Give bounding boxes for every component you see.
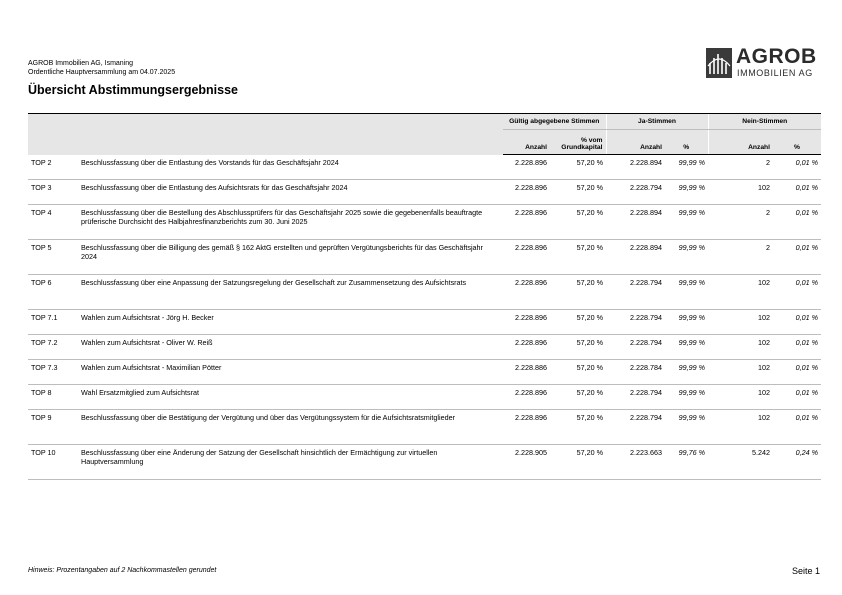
rounding-note: Hinweis: Prozentangaben auf 2 Nachkommastellen gerundet: [28, 567, 217, 574]
agenda-description: Beschlussfassung über die Bestellung des Abschlussprüfers für das Geschäftsjahr 2025 sowie die gegebenenfalls beauftragte prüferische Durchsicht des Halbjahresfinanzberichts zum 30. Juni 2025: [78, 205, 503, 240]
valid-votes-count: 2.228.896: [503, 180, 550, 205]
table-row: [28, 275, 821, 310]
no-votes-count: 5.242: [708, 445, 773, 480]
valid-votes-count: 2.228.896: [503, 410, 550, 445]
yes-votes-pct: 99,76 %: [665, 445, 708, 480]
header-yes-pct: %: [665, 130, 708, 155]
header-pct-capital: % vom Grundkapital: [550, 130, 606, 155]
page-title: Übersicht Abstimmungsergebnisse: [28, 83, 239, 97]
no-votes-pct: 0,01 %: [773, 275, 821, 310]
yes-votes-count: 2.228.794: [606, 385, 665, 410]
pct-of-capital: 57,20 %: [550, 205, 606, 240]
header-no-votes: Nein-Stimmen: [708, 114, 821, 130]
yes-votes-count: 2.228.894: [606, 155, 665, 180]
agenda-description: Wahlen zum Aufsichtsrat - Maximilian Pötter: [78, 360, 503, 385]
pct-of-capital: 57,20 %: [550, 240, 606, 275]
yes-votes-pct: 99,99 %: [665, 385, 708, 410]
yes-votes-count: 2.228.894: [606, 205, 665, 240]
top-label: TOP 2: [28, 155, 78, 180]
header-blank: [78, 114, 503, 155]
table-row: [28, 240, 821, 275]
no-votes-count: 2: [708, 205, 773, 240]
yes-votes-count: 2.228.784: [606, 360, 665, 385]
top-label: TOP 7.1: [28, 310, 78, 335]
no-votes-pct: 0,01 %: [773, 335, 821, 360]
valid-votes-count: 2.228.896: [503, 240, 550, 275]
table-header-groups: [28, 114, 821, 130]
top-label: TOP 6: [28, 275, 78, 310]
yes-votes-pct: 99,99 %: [665, 180, 708, 205]
top-label: TOP 9: [28, 410, 78, 445]
valid-votes-count: 2.228.896: [503, 155, 550, 180]
yes-votes-pct: 99,99 %: [665, 275, 708, 310]
no-votes-count: 102: [708, 360, 773, 385]
no-votes-count: 102: [708, 385, 773, 410]
agenda-description: Beschlussfassung über die Entlastung des Vorstands für das Geschäftsjahr 2024: [78, 155, 503, 180]
top-label: TOP 5: [28, 240, 78, 275]
header-blank: [28, 114, 78, 155]
pct-of-capital: 57,20 %: [550, 445, 606, 480]
agenda-description: Beschlussfassung über die Entlastung des Aufsichtsrats für das Geschäftsjahr 2024: [78, 180, 503, 205]
no-votes-pct: 0,01 %: [773, 385, 821, 410]
valid-votes-count: 2.228.896: [503, 275, 550, 310]
yes-votes-pct: 99,99 %: [665, 240, 708, 275]
top-label: TOP 8: [28, 385, 78, 410]
header-yes-votes: Ja-Stimmen: [606, 114, 708, 130]
table-row: [28, 180, 821, 205]
meeting-line: Ordentliche Hauptversammlung am 04.07.2025: [28, 68, 176, 76]
valid-votes-count: 2.228.896: [503, 205, 550, 240]
yes-votes-pct: 99,99 %: [665, 335, 708, 360]
valid-votes-count: 2.228.905: [503, 445, 550, 480]
header-valid-votes: Gültig abgegebene Stimmen: [503, 114, 606, 130]
logo-subtitle: IMMOBILIEN AG: [737, 68, 813, 78]
agenda-description: Beschlussfassung über eine Änderung der Satzung der Gesellschaft hinsichtlich der Ermächtigung zur virtuellen Hauptversammlung: [78, 445, 503, 480]
no-votes-pct: 0,01 %: [773, 155, 821, 180]
yes-votes-pct: 99,99 %: [665, 310, 708, 335]
yes-votes-count: 2.228.794: [606, 410, 665, 445]
no-votes-pct: 0,01 %: [773, 410, 821, 445]
pct-of-capital: 57,20 %: [550, 410, 606, 445]
no-votes-pct: 0,01 %: [773, 205, 821, 240]
table-row: [28, 445, 821, 480]
top-label: TOP 3: [28, 180, 78, 205]
no-votes-pct: 0,01 %: [773, 240, 821, 275]
no-votes-pct: 0,01 %: [773, 360, 821, 385]
agenda-description: Wahlen zum Aufsichtsrat - Oliver W. Reiß: [78, 335, 503, 360]
pct-of-capital: 57,20 %: [550, 360, 606, 385]
pct-of-capital: 57,20 %: [550, 385, 606, 410]
no-votes-count: 102: [708, 180, 773, 205]
agenda-description: Beschlussfassung über die Billigung des gemäß § 162 AktG erstellten und geprüften Vergütungsberichts für das Geschäftsjahr 2024: [78, 240, 503, 275]
no-votes-count: 102: [708, 410, 773, 445]
no-votes-pct: 0,24 %: [773, 445, 821, 480]
agenda-description: Beschlussfassung über die Bestätigung der Vergütung und über das Vergütungssystem für die Aufsichtsratsmitglieder: [78, 410, 503, 445]
pct-of-capital: 57,20 %: [550, 335, 606, 360]
no-votes-count: 2: [708, 155, 773, 180]
yes-votes-count: 2.228.794: [606, 180, 665, 205]
valid-votes-count: 2.228.896: [503, 335, 550, 360]
top-label: TOP 4: [28, 205, 78, 240]
no-votes-count: 2: [708, 240, 773, 275]
yes-votes-pct: 99,99 %: [665, 205, 708, 240]
valid-votes-count: 2.228.896: [503, 385, 550, 410]
no-votes-pct: 0,01 %: [773, 310, 821, 335]
pct-of-capital: 57,20 %: [550, 180, 606, 205]
logo-name: AGROB: [736, 45, 817, 68]
yes-votes-count: 2.228.894: [606, 240, 665, 275]
table-row: [28, 385, 821, 410]
yes-votes-count: 2.228.794: [606, 310, 665, 335]
company-logo: [706, 45, 822, 78]
valid-votes-count: 2.228.896: [503, 310, 550, 335]
agenda-description: Beschlussfassung über eine Anpassung der Satzungsregelung der Gesellschaft zur Zusammensetzung des Aufsichtsrats: [78, 275, 503, 310]
table-row: [28, 310, 821, 335]
company-line: AGROB Immobilien AG, Ismaning: [28, 60, 134, 67]
page-number: Seite 1: [791, 566, 820, 576]
no-votes-count: 102: [708, 335, 773, 360]
agrob-logo-mark-icon: [706, 48, 732, 78]
yes-votes-pct: 99,99 %: [665, 155, 708, 180]
table-row: [28, 335, 821, 360]
agenda-description: Wahl Ersatzmitglied zum Aufsichtsrat: [78, 385, 503, 410]
voting-results-table: [28, 113, 821, 480]
pct-of-capital: 57,20 %: [550, 155, 606, 180]
header-valid-count: Anzahl: [503, 130, 550, 155]
header-yes-count: Anzahl: [606, 130, 665, 155]
pct-of-capital: 57,20 %: [550, 275, 606, 310]
top-label: TOP 7.3: [28, 360, 78, 385]
no-votes-count: 102: [708, 275, 773, 310]
table-row: [28, 205, 821, 240]
document-header: [28, 60, 175, 77]
valid-votes-count: 2.228.886: [503, 360, 550, 385]
agenda-description: Wahlen zum Aufsichtsrat - Jörg H. Becker: [78, 310, 503, 335]
pct-of-capital: 57,20 %: [550, 310, 606, 335]
table-row: [28, 155, 821, 180]
no-votes-pct: 0,01 %: [773, 180, 821, 205]
yes-votes-pct: 99,99 %: [665, 360, 708, 385]
header-no-count: Anzahl: [708, 130, 773, 155]
yes-votes-pct: 99,99 %: [665, 410, 708, 445]
table-row: [28, 360, 821, 385]
header-no-pct: %: [773, 130, 821, 155]
top-label: TOP 7.2: [28, 335, 78, 360]
table-row: [28, 410, 821, 445]
no-votes-count: 102: [708, 310, 773, 335]
yes-votes-count: 2.228.794: [606, 275, 665, 310]
yes-votes-count: 2.228.794: [606, 335, 665, 360]
top-label: TOP 10: [28, 445, 78, 480]
yes-votes-count: 2.223.663: [606, 445, 665, 480]
